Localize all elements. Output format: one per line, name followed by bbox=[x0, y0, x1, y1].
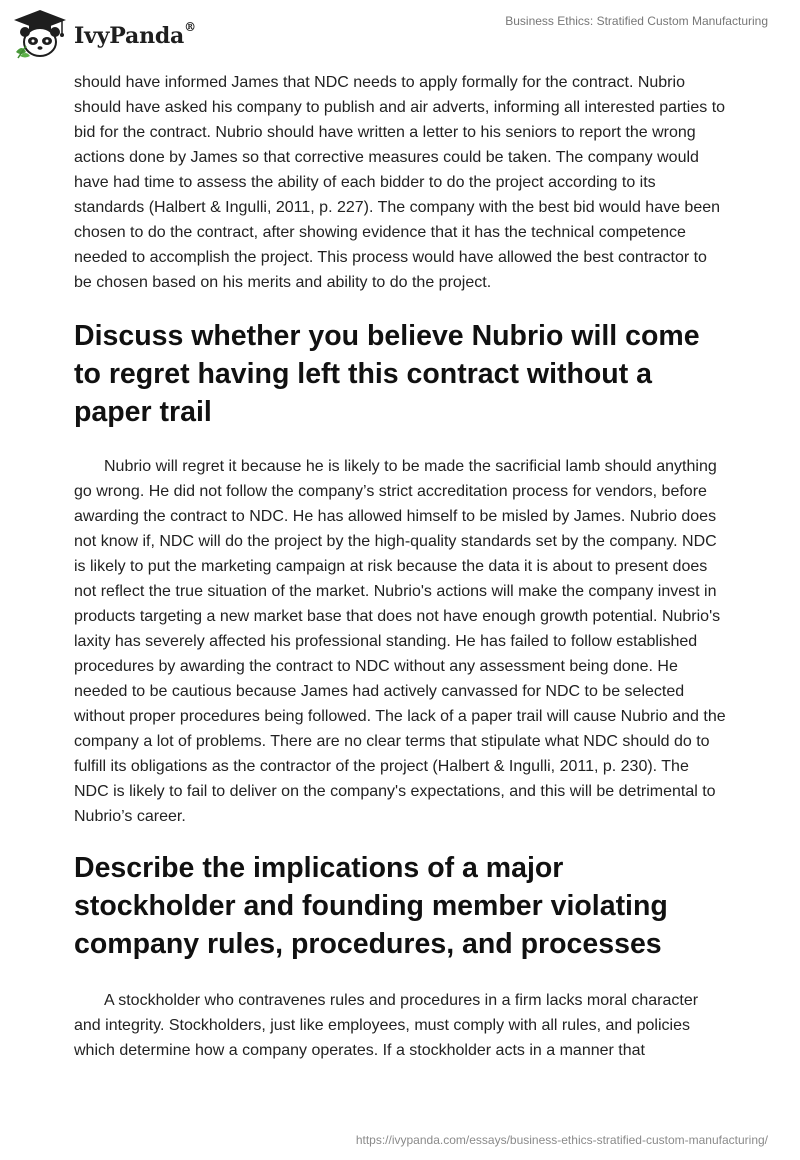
source-url[interactable]: https://ivypanda.com/essays/business-ethics-stratified-custom-manufacturing/ bbox=[355, 1133, 768, 1147]
paragraph-implications: A stockholder who contravenes rules and procedures in a firm lacks moral character and integrity. Stockholders, just like employees, must comply with all rules, and policies which determine how a company operates. If a stockholder acts in a manner that bbox=[74, 992, 699, 1059]
essay-content bbox=[74, 70, 726, 1063]
section-heading-implications: Describe the implications of a major stockholder and founding member violating company rules, procedures, and processes bbox=[74, 852, 668, 960]
paragraph-continuation: should have informed James that NDC needs to apply formally for the contract. Nubrio should have asked his company to publish and air adverts, informing all interested parties to bid for the contract. Nubrio should have written a letter to his seniors to report the wrong actions done by James so that corrective measures could be taken. The company would have had time to assess the ability of each bidder to do the project according to its standards (Halbert & Ingulli, 2011, p. 227). The company with the best bid would have been chosen to do the contract, after showing evidence that it has the technical competence needed to accomplish the project. This process would have allowed the best contractor to be chosen based on his merits and ability to do the project. bbox=[74, 74, 726, 291]
panda-graduate-icon bbox=[12, 8, 68, 60]
ivypanda-logo[interactable] bbox=[12, 8, 196, 60]
paragraph-regret: Nubrio will regret it because he is likely to be made the sacrificial lamb should anything go wrong. He did not follow the company’s strict accreditation process for vendors, before awarding the contract to NDC. He has allowed himself to be misled by James. Nubrio does not know if, NDC will do the project by the high-quality standards set by the company. NDC is likely to put the marketing campaign at risk because the data it is about to present does not reflect the true situation of the market. Nubrio's actions will make the company invest in products targeting a new market base that does not have enough growth potential. Nubrio's laxity has severely affected his professional standing. He has failed to follow established procedures by awarding the contract to NDC without any assessment being done. He needed to be cautious because James had actively canvassed for NDC to be selected without proper procedures being followed. The lack of a paper trail will cause Nubrio and the company a lot of problems. There are no clear terms that stipulate what NDC should do to fulfill its obligations as the contractor of the project (Halbert & Ingulli, 2011, p. 230). The NDC is likely to fail to deliver on the company's expectations, and this will be detrimental to Nubrio’s career. bbox=[74, 458, 726, 825]
brand-name: IvyPanda® bbox=[74, 19, 196, 49]
section-heading-regret: Discuss whether you believe Nubrio will come to regret having left this contract without a paper trail bbox=[74, 320, 700, 428]
page-header bbox=[0, 0, 800, 70]
document-title: Business Ethics: Stratified Custom Manufacturing bbox=[505, 14, 768, 28]
